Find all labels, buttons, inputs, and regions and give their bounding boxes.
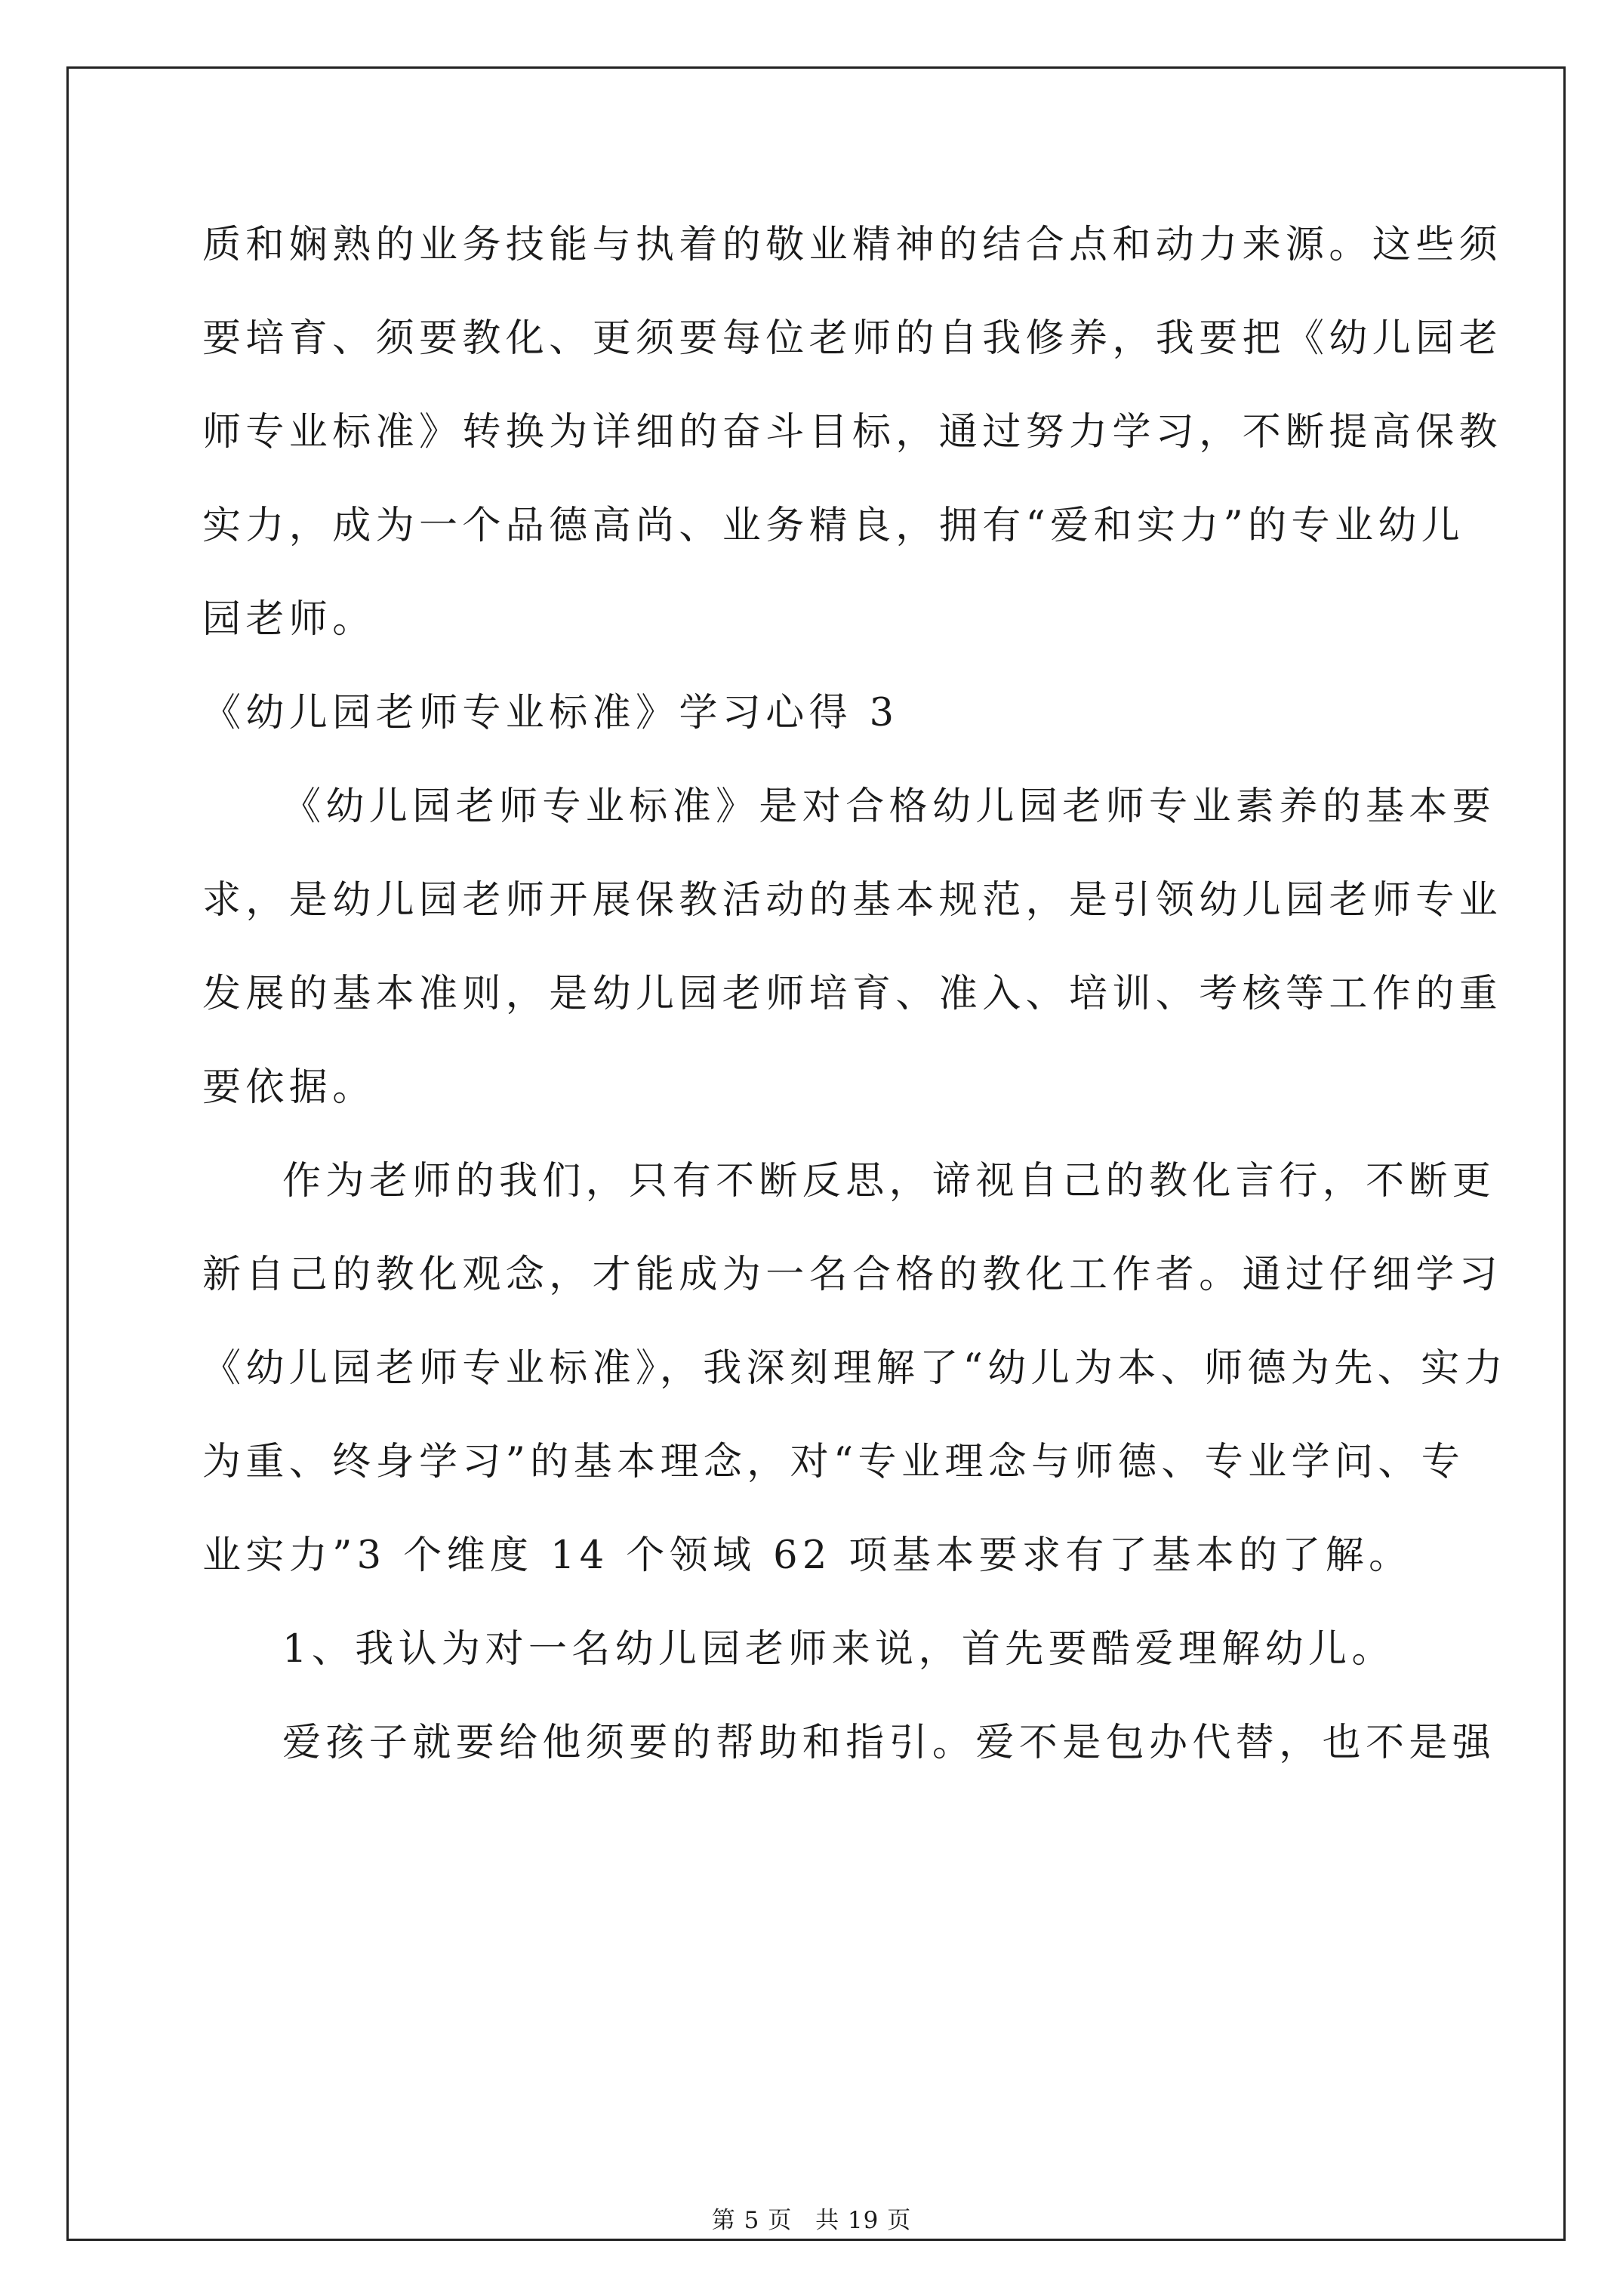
body-line-12: 新自己的教化观念，才能成为一名合格的教化工作者。通过仔细学习 bbox=[202, 1253, 1503, 1297]
body-line-14: 为重、终身学习”的基本理念，对“专业理念与师德、专业学问、专 bbox=[202, 1440, 1465, 1484]
body-line-7: 《幼儿园老师专业标准》是对合格幼儿园老师专业素养的基本要 bbox=[282, 784, 1496, 829]
page-total: 共 19 页 bbox=[815, 2207, 912, 2234]
body-line-10: 要依据。 bbox=[202, 1065, 376, 1110]
body-line-5: 园老师。 bbox=[202, 597, 376, 642]
body-line-9: 发展的基本准则，是幼儿园老师培育、准入、培训、考核等工作的重 bbox=[202, 972, 1503, 1016]
body-line-15: 业实力”3 个维度 14 个领域 62 项基本要求有了基本的了解。 bbox=[202, 1533, 1412, 1578]
page-number: 第 5 页 bbox=[711, 2207, 793, 2234]
body-line-13: 《幼儿园老师专业标准》，我深刻理解了“幼儿为本、师德为先、实力 bbox=[202, 1346, 1508, 1391]
page-footer bbox=[0, 2205, 1623, 2236]
page-border bbox=[66, 66, 1566, 2241]
body-line-3: 师专业标准》转换为详细的奋斗目标，通过努力学习，不断提高保教 bbox=[202, 410, 1503, 455]
body-line-11: 作为老师的我们，只有不断反思，谛视自己的教化言行，不断更 bbox=[282, 1159, 1496, 1203]
body-line-16: 1、我认为对一名幼儿园老师来说，首先要酷爱理解幼儿。 bbox=[282, 1627, 1395, 1672]
body-line-1: 质和娴熟的业务技能与执着的敬业精神的结合点和动力来源。这些须 bbox=[202, 223, 1503, 267]
section-heading: 《幼儿园老师专业标准》学习心得 3 bbox=[202, 691, 899, 735]
body-line-4: 实力，成为一个品德高尚、业务精良，拥有“爱和实力”的专业幼儿 bbox=[202, 504, 1465, 548]
body-line-17: 爱孩子就要给他须要的帮助和指引。爱不是包办代替，也不是强 bbox=[282, 1721, 1496, 1765]
body-line-8: 求，是幼儿园老师开展保教活动的基本规范，是引领幼儿园老师专业 bbox=[202, 878, 1503, 923]
body-line-2: 要培育、须要教化、更须要每位老师的自我修养，我要把《幼儿园老 bbox=[202, 316, 1503, 361]
